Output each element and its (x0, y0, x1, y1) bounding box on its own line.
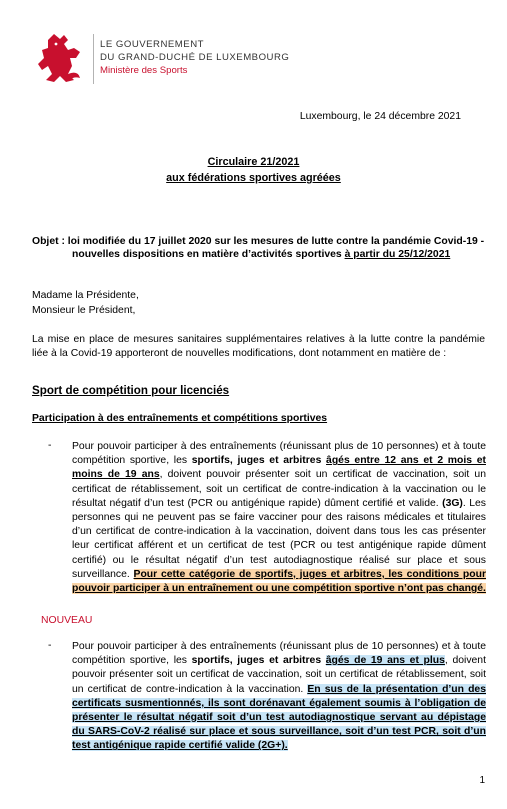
org-line-1: LE GOUVERNEMENT (100, 39, 204, 50)
page-number: 1 (479, 775, 485, 786)
b1-highlight: Pour cette catégorie de sportifs, juges et arbitres, les conditions pour pouvoir participer à un entraînement ou une compétition sportive n’ont pas changé. (72, 568, 486, 595)
bullet-dash-2: - (48, 640, 52, 651)
salutation-1: Madame la Présidente, (32, 290, 139, 301)
nouveau-label: NOUVEAU (41, 615, 93, 626)
ministry-name: Ministère des Sports (100, 65, 188, 76)
b2-highlight: En sus de la présentation d’un des certificats susmentionnés, ils sont dorénavant également soumis à l’obligation de présenter le résultat négatif soit d’un test autodiagnostique servant au dépistage du SARS-CoV-2 réalisé sur place et sous surveillance, soit d’un test PCR, soit d’un test antigénique rapide certifié valide (2G+). (72, 683, 486, 752)
circular-title: Circulaire 21/2021 (207, 156, 300, 168)
objet-line2 (72, 249, 450, 260)
section-heading: Sport de compétition pour licenciés (32, 384, 230, 397)
b2-text-2: , doivent pouvoir présenter soit un certificat de vaccination, soit un certificat de rétablissement, soit un certificat de contre-indication à la vaccination. (72, 655, 486, 695)
b1-text-3: . Les personnes qui ne peuvent pas se faire vacciner pour des raisons médicales et titulaires d’un certificat de contre-indication à la vaccination, doivent dans tous les cas présenter leur certificat afférent et un certificat de test (PCR ou test antigénique rapide dûment certifié) ou le résultat négatif d’un test autodiagnostique réalisé sur place et sous surveillance. (72, 497, 486, 580)
bullet-dash-1: - (48, 440, 52, 451)
header-divider (93, 34, 94, 84)
circular-subtitle: aux fédérations sportives agréées (166, 172, 341, 184)
objet-line2-text: nouvelles dispositions en matière d’activités sportives (72, 249, 345, 260)
b1-3g: (3G) (442, 497, 463, 509)
document-date: Luxembourg, le 24 décembre 2021 (299, 111, 461, 122)
objet-date: à partir du 25/12/2021 (344, 249, 451, 260)
b1-text-1: Pour pouvoir participer à des entraînements (réunissant plus de 10 personnes) et à toute compétition sportive, les (72, 441, 486, 467)
b2-bold-1: sportifs, juges et arbitres (191, 655, 326, 667)
objet-block (32, 235, 485, 249)
red-lion-crest-icon (34, 30, 86, 86)
b2-text-1: Pour pouvoir participer à des entraînements (réunissant plus de 10 personnes) et à toute compétition sportive, les (72, 641, 486, 667)
b1-age-range: âgés entre 12 ans et 2 mois et moins de 19 ans (72, 455, 486, 481)
b1-text-2: , doivent pouvoir présenter soit un certificat de vaccination, soit un certificat de rétablissement, soit un certificat de contre-indication à la vaccination ou le résultat négatif d’un test (PCR ou antigénique rapide) dûment certifié et valide. (72, 469, 486, 509)
b1-bold-1: sportifs, juges et arbitres (191, 455, 327, 467)
b2-age: âgés de 19 ans et plus (325, 655, 445, 667)
subsection-heading: Participation à des entraînements et compétitions sportives (32, 413, 328, 424)
government-name (100, 38, 289, 77)
objet-label: Objet : (32, 236, 65, 247)
objet-text: loi modifiée du 17 juillet 2020 sur les mesures de lutte contre la pandémie Covid-19 - (64, 236, 485, 247)
intro-paragraph: La mise en place de mesures sanitaires supplémentaires relatives à la lutte contre la pandémie liée à la Covid-19 apporteront de nouvelles modifications, dont notamment en matière de : (32, 334, 485, 360)
salutation-2: Monsieur le Président, (32, 305, 136, 316)
bullet-paragraph-2 (72, 640, 486, 754)
bullet-paragraph-1 (72, 440, 486, 596)
org-line-2: DU GRAND-DUCHÉ DE LUXEMBOURG (100, 52, 290, 63)
